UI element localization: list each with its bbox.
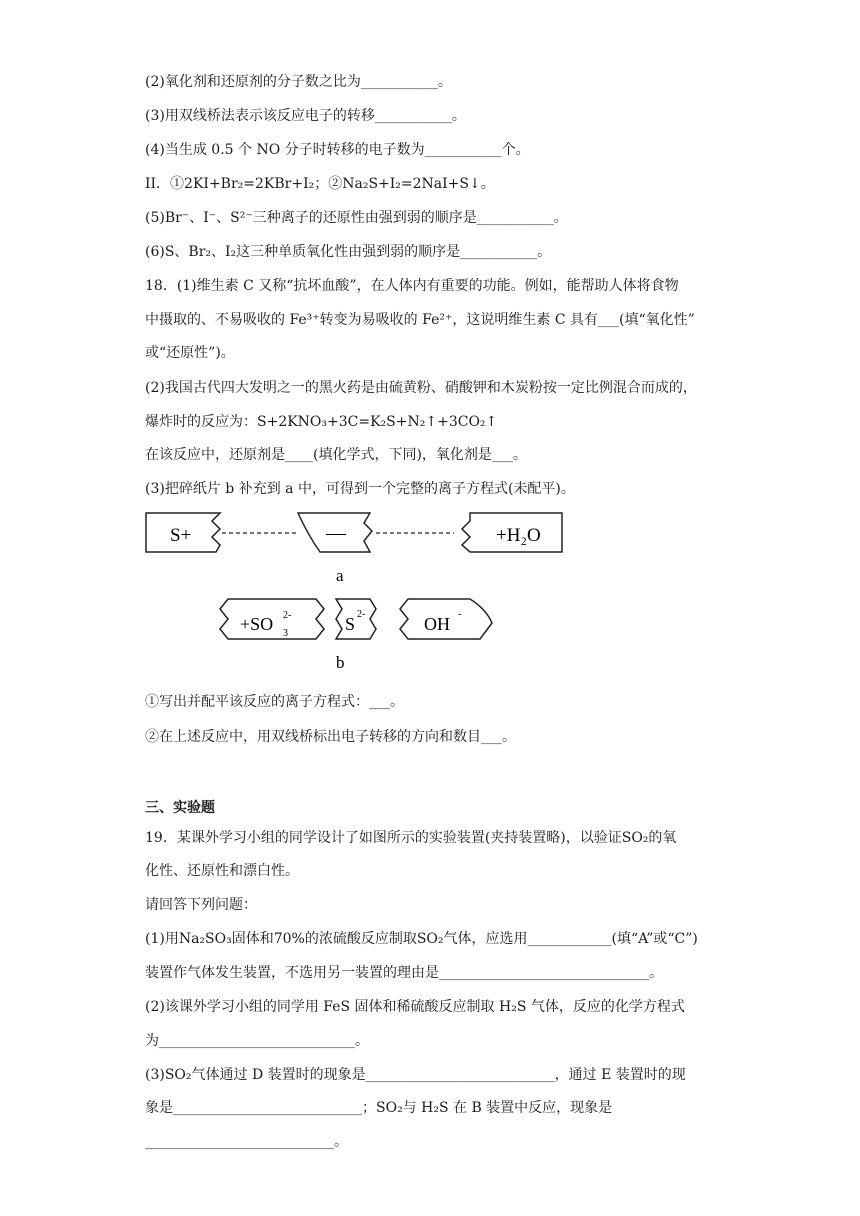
- question-19-3-line1: (3)SO₂气体通过 D 装置时的现象是___________________________，通过 E 装置时的现: [145, 1067, 686, 1083]
- paper-fragments-figure: [140, 505, 580, 679]
- question-18-2-equation: 爆炸时的反应为：S+2KNO₃+3C=K₂S+N₂↑+3CO₂↑: [145, 414, 498, 430]
- fragment-b2-superscript: 2-: [357, 609, 366, 620]
- question-18-3-b: ②在上述反应中，用双线桥标出电子转移的方向和数目___。: [145, 729, 516, 745]
- section-heading-experiment: 三、实验题: [145, 800, 215, 816]
- question-19-3-line2: 象是___________________________；SO₂与 H₂S 在 B 装置中反应，现象是: [145, 1100, 613, 1116]
- question-17-3: (3)用双线桥法表示该反应电子的转移___________。: [145, 108, 466, 124]
- question-19-2-line2: 为____________________________。: [145, 1033, 369, 1049]
- question-17-4: (4)当生成 0.5 个 NO 分子时转移的电子数为___________个。: [145, 142, 530, 158]
- fragment-b1-text: +SO: [240, 614, 274, 634]
- question-18-1-line3: 或“还原性”)。: [145, 345, 235, 361]
- fragment-b1-subscript: 3: [283, 628, 288, 639]
- fragment-b2: [336, 599, 376, 639]
- question-18-3-a: ①写出并配平该反应的离子方程式：___。: [145, 694, 404, 710]
- fragments-svg: [140, 505, 580, 675]
- question-17-6: (6)S、Br₂、I₂这三种单质氧化性由强到弱的顺序是___________。: [145, 244, 552, 260]
- question-19-intro-line2: 化性、还原性和漂白性。: [145, 863, 299, 879]
- question-18-1-line1: 18．(1)维生素 C 又称“抗坏血酸”，在人体内有重要的功能。例如，能帮助人体将食物: [145, 278, 679, 294]
- fragment-b3-superscript: -: [458, 609, 462, 620]
- question-19-prompt: 请回答下列问题：: [145, 897, 257, 913]
- fragment-b2-text: S: [345, 614, 356, 634]
- question-19-1-line1: (1)用Na₂SO₃固体和70%的浓硫酸反应制取SO₂气体，应选用____________(填“A”或“C”): [145, 931, 698, 947]
- question-18-2-line1: (2)我国古代四大发明之一的黑火药是由硫黄粉、硝酸钾和木炭粉按一定比例混合而成的，: [145, 380, 697, 396]
- question-17-2: (2)氧化剂和还原剂的分子数之比为___________。: [145, 74, 452, 90]
- fragment-a-middle-text: —: [326, 522, 346, 544]
- question-19-3-line3: ___________________________。: [145, 1134, 348, 1150]
- fragment-b1-superscript: 2-: [283, 610, 292, 621]
- question-19-2-line1: (2)该课外学习小组的同学用 FeS 固体和稀硫酸反应制取 H₂S 气体，反应的化学方程式: [145, 999, 685, 1015]
- question-19-1-line2: 装置作气体发生装置，不选用另一装置的理由是______________________________。: [145, 965, 663, 981]
- question-18-2-line3: 在该反应中，还原剂是____(填化学式，下同)，氧化剂是___。: [145, 447, 527, 463]
- fragment-a-label: a: [336, 566, 344, 585]
- fragment-a-left-text: S+: [170, 525, 192, 546]
- question-18-3: (3)把碎纸片 b 补充到 a 中，可得到一个完整的离子方程式(未配平)。: [145, 481, 575, 497]
- fragment-a-right-text: +H₂O: [496, 525, 541, 546]
- fragment-b3-text: OH: [424, 614, 450, 634]
- question-19-intro-line1: 19．某课外学习小组的同学设计了如图所示的实验装置(夹持装置略)，以验证SO₂的氧: [145, 830, 677, 846]
- question-17-5: (5)Br⁻、I⁻、S²⁻三种离子的还原性由强到弱的顺序是___________。: [145, 210, 568, 226]
- part-ii-reactions: II．①2KI+Br₂=2KBr+I₂；②Na₂S+I₂=2NaI+S↓。: [145, 176, 495, 192]
- question-18-1-line2: 中摄取的、不易吸收的 Fe³⁺转变为易吸收的 Fe²⁺，这说明维生素 C 具有___(填“氧化性”: [145, 312, 695, 328]
- fragment-b-label: b: [336, 653, 345, 672]
